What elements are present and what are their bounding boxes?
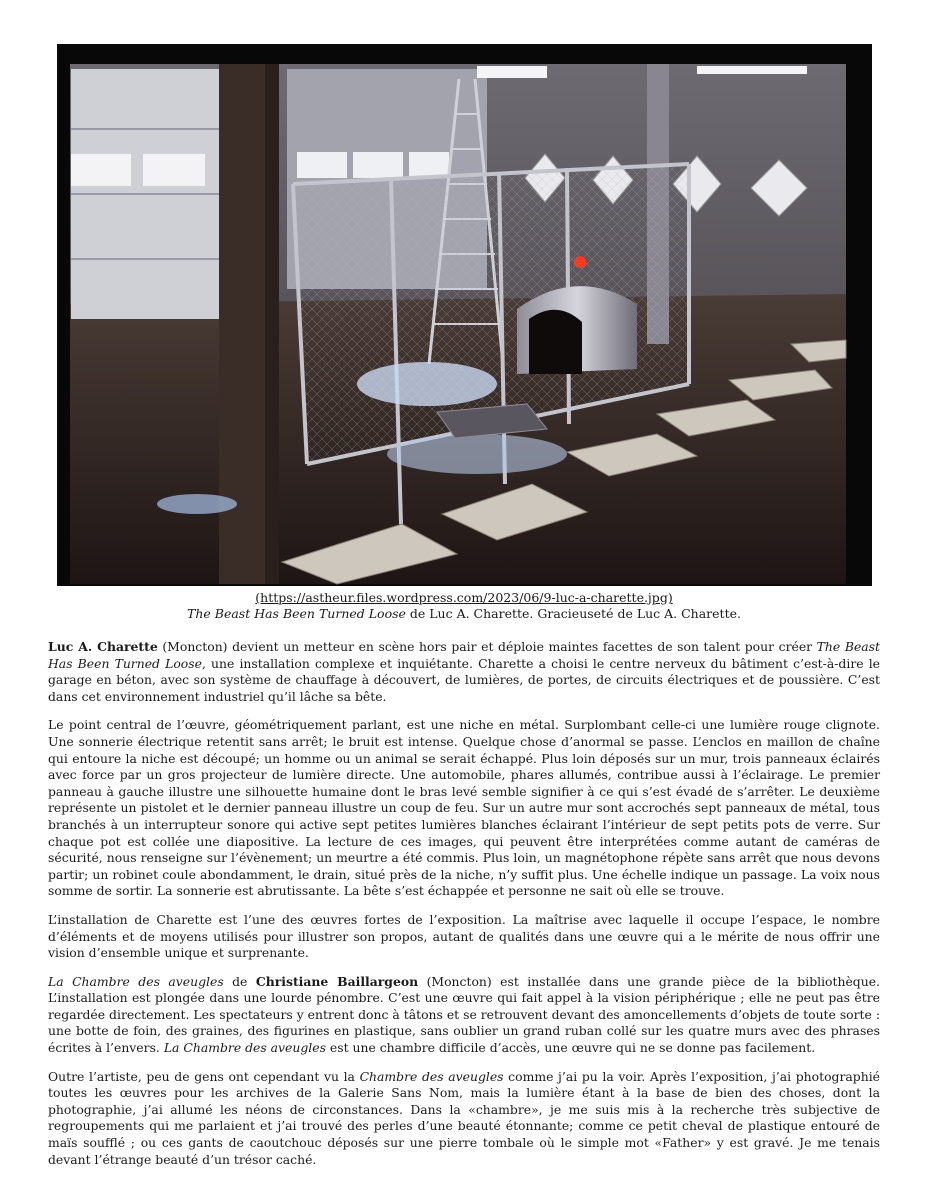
paragraph-text: (Moncton) devient un metteur en scène hors pair et déploie maintes facettes de son talent pour créer [157,639,817,654]
paragraph-4 [48,974,880,1057]
paragraph-1 [48,639,880,705]
paragraph-3: L’installation de Charette est l’une des œuvres fortes de l’exposition. La maîtrise avec laquelle il occupe l’espace, le nombre d’éléments et de moyens utilisés pour illustrer son propos, autant de qualités dans une œuvre qui a le mérite de nous offrir une vision d’ensemble unique et surprenante. [48,911,880,961]
paragraph-2: Le point central de l’œuvre, géométriquement parlant, est une niche en métal. Surplombant celle-ci une lumière rouge clignote. Une sonnerie électrique retentit sans arrêt; le bruit est intense. Quelque chose d’anormal se passe. L’enclos en maillon de chaîne qui entoure la niche est découpé; un homme ou un animal se serait échappé. Plus loin déposés sur un mur, trois panneaux éclairés avec force par un gros projecteur de lumière directe. Une automobile, phares allumés, contribue aussi à l’éclairage. Le premier panneau à gauche illustre une silhouette humaine dont le bras levé semble signifier à ce qui s’est évadé de s’arrêter. Le deuxième représente un pistolet et le dernier panneau illustre un coup de feu. Sur un autre mur sont accrochés sept panneaux de métal, tous branchés à un interrupteur sonore qui active sept petites lumières blanches éclairant l’intérieur de sept petits pots de verre. Sur chaque pot est collée une diapositive. La lecture de ces images, qui peuvent être interprétées comme autant de caméras de sécurité, nous renseigne sur l’évènement; un meurtre a été commis. Plus loin, un magnétophone répète sans arrêt que nous devons partir; un robinet coule abondamment, le drain, situé près de la niche, n’y suffit plus. Une échelle indique un passage. La voix nous somme de sortir. La sonnerie est abrutissante. La bête s’est échappée et personne ne sait où elle se trouve. [48,717,880,899]
caption-artwork-title: The Beast Has Been Turned Loose [187,606,406,621]
artwork-title-beast: The Beast Has Been Turned Loose [48,639,880,671]
artist-name-charette: Luc A. Charette [48,639,158,654]
photo-caption [0,606,928,622]
paragraph-text: est une chambre difficile d’accès, une œuvre qui ne se donne pas facilement. [325,1040,816,1056]
paragraph-text: , une installation complexe et inquiétante. Charette a choisi le centre nerveux du bâtiment c’est-à-dire le garage en béton, avec son système de chauffage à découvert, de lumières, de portes, de circuits électriques et de poussière. C’est dans cet environnement industriel qu’il lâche sa bête. [48,655,880,704]
caption-credit-text: de Luc A. Charette. Gracieuseté de Luc A. Charette. [405,606,741,621]
paragraph-text: de [223,973,256,989]
installation-photo [57,44,872,586]
artwork-title-chambre-2: La Chambre des aveugles [163,1040,326,1056]
paragraph-text: Outre l’artiste, peu de gens ont cependant vu la [48,1068,360,1084]
photo-source-url[interactable]: (https://astheur.files.wordpress.com/2023/06/9-luc-a-charette.jpg) [255,590,673,605]
artwork-title-chambre: La Chambre des aveugles [48,973,224,989]
article-body [48,639,880,1180]
photo-illustration [57,44,872,586]
paragraph-text: (Moncton) est installée dans une grande pièce de la bibliothèque. L’installation est plongée dans une lourde pénombre. C’est une œuvre qui fait appel à la vision périphérique ; elle ne peut pas être regardée directement. Les spectateurs y entrent donc à tâtons et se retrouvent devant des amoncellements d’objets de toute sorte : une botte de foin, des graines, des figurines en plastique, sans oublier un grand ruban collé sur les quatre murs avec des phrases écrites à l’envers. [48,973,880,1056]
paragraph-5 [48,1069,880,1169]
paragraph-text: comme j’ai pu la voir. Après l’exposition, j’ai photographié toutes les œuvres pour les archives de la Galerie Sans Nom, mais la lumière étant à la base de bien des choses, dont la photographie, j’ai allumé les néons de circonstances. Dans la «chambre», je me suis mis à la recherche très subjective de regroupements qui me parlaient et j’ai trouvé des perles d’une beauté étonnante; comme ce petit cheval de plastique entouré de maïs soufflé ; ou ces gants de caoutchouc déposés sur une pierre tombale où le simple mot «Father» y est gravé. Je me tenais devant l’étrange beauté d’un trésor caché. [48,1068,880,1167]
artwork-title-chambre-3: Chambre des aveugles [359,1068,504,1084]
artist-name-baillargeon: Christiane Baillargeon [255,973,419,989]
